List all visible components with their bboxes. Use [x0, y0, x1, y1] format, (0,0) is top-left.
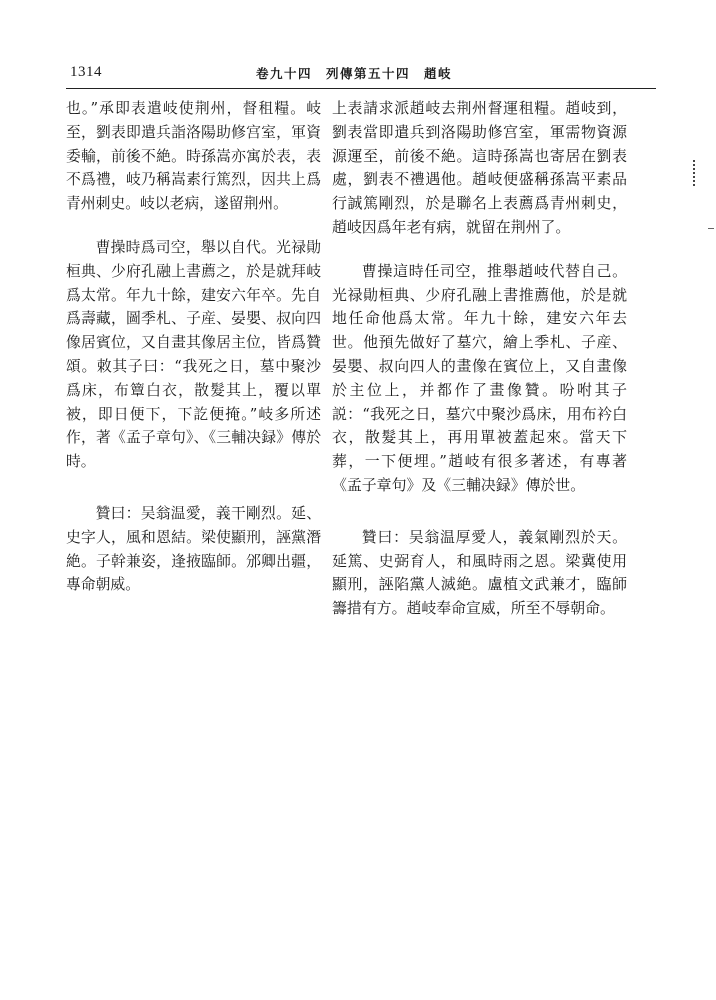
page-header: [66, 62, 656, 86]
translation-eulogy: 贊曰：吴翁温厚愛人，義氣剛烈於天。延篤、史弼育人，和風時雨之恩。梁冀使用顯刑，誣陷黨人滅絶。盧植文武兼才，臨師籌措有方。趙岐奉命宣威，所至不辱朝命。: [332, 527, 627, 618]
page-number: 1314: [70, 64, 102, 80]
original-eulogy: 贊曰：吴翁温愛，義干剛烈。延、史字人，風和恩結。梁使顯刑，誣黨潛絶。子幹兼姿，逢掖臨師。邠卿出疆，專命朝威。: [66, 504, 321, 594]
edge-tick: [708, 228, 714, 229]
margin-dots: [693, 160, 699, 186]
original-text-column: [66, 97, 321, 597]
original-paragraph-2: 曹操時爲司空，舉以自代。光禄勛桓典、少府孔融上書薦之，於是就拜岐爲太常。年九十餘，建安六年卒。先自爲壽藏，圖季札、子産、晏嬰、叔向四像居賓位，又自畫其像居主位，皆爲贊頌。敕其子曰：“我死之日，墓中聚沙爲床，布簟白衣，散髮其上，覆以單被，即日便下，下訖便掩。”岐多所述作，著《孟子章句》、《三輔决録》傳於時。: [66, 238, 321, 471]
running-title: 卷九十四 列傳第五十四 趙岐: [256, 66, 453, 81]
header-rule: [66, 88, 656, 89]
translation-paragraph-1: 上表請求派趙岐去荆州督運租糧。趙岐到，劉表當即遣兵到洛陽助修宫室，軍需物資源源運至，前後不絶。這時孫嵩也寄居在劉表處，劉表不禮遇他。趙岐便盛稱孫嵩平素品行誠篤剛烈，於是聯名上表薦爲青州刺史，趙岐因爲年老有病，就留在荆州了。: [332, 99, 627, 236]
original-paragraph-1: 也。”承即表遣岐使荆州，督租糧。岐至，劉表即遣兵詣洛陽助修宫室，軍資委輸，前後不絶。時孫嵩亦寓於表，表不爲禮，岐乃稱嵩素行篤烈，因共上爲青州刺史。岐以老病，遂留荆州。: [66, 100, 321, 213]
translation-column: [332, 97, 627, 621]
translation-paragraph-2: 曹操這時任司空，推舉趙岐代替自己。光禄勛桓典、少府孔融上書推薦他，於是就地任命他爲太常。年九十餘，建安六年去世。他預先做好了墓穴，繪上季札、子産、晏嬰、叔向四人的畫像在賓位上，又自畫像於主位上，并都作了畫像贊。吩咐其子説：“我死之日，墓穴中聚沙爲床，用布衿白衣，散髮其上，再用單被蓋起來。當天下葬，一下便埋。”趙岐有很多著述，有專著《孟子章句》及《三輔决録》傳於世。: [332, 261, 627, 494]
